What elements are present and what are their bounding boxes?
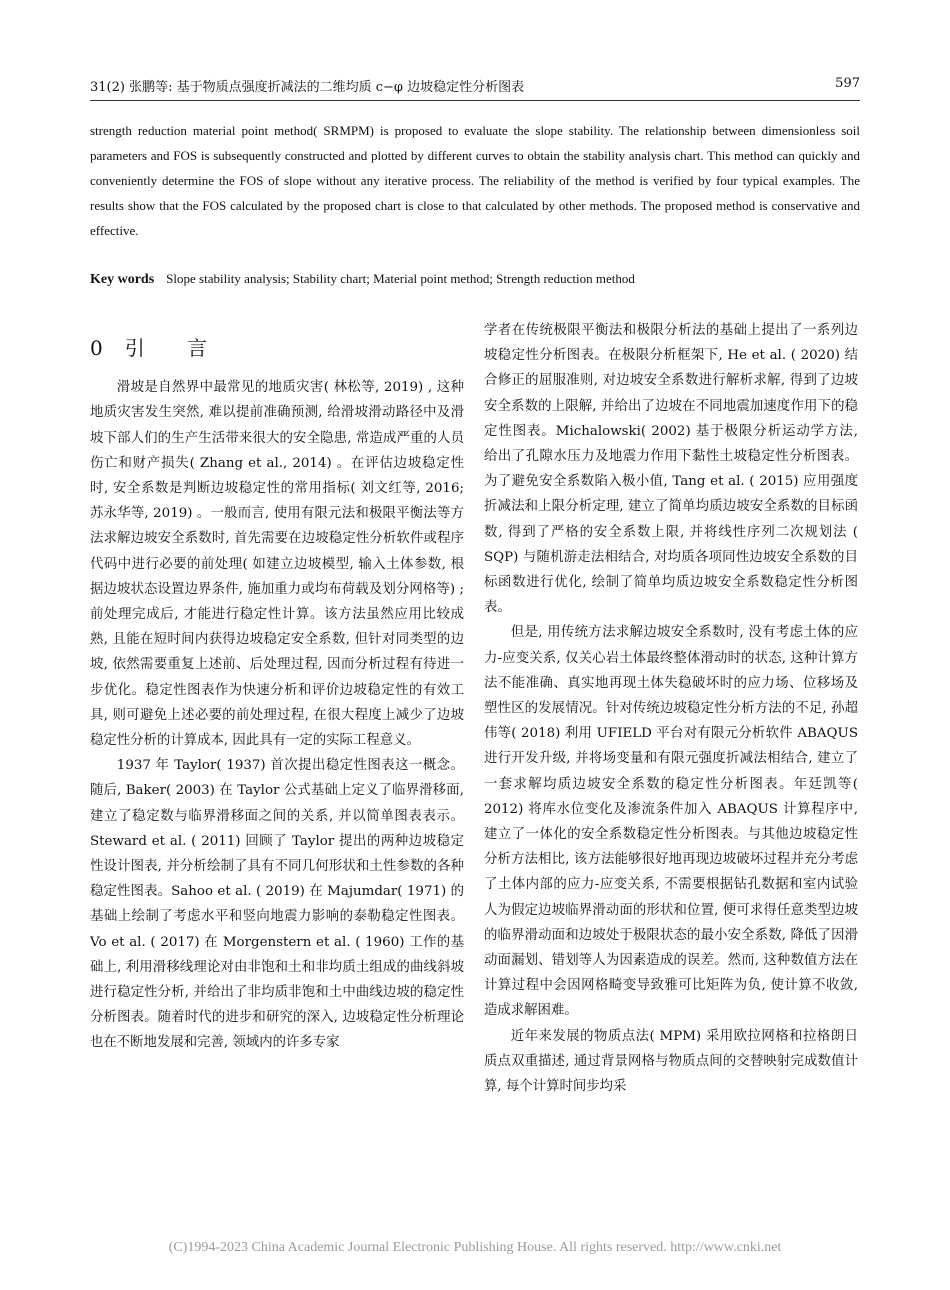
section-number: 0: [90, 336, 105, 360]
header-rule: [90, 100, 860, 101]
header-title: 31(2) 张鹏等: 基于物质点强度折减法的二维均质 c−φ 边坡稳定性分析图表: [90, 80, 525, 95]
paragraph: 学者在传统极限平衡法和极限分析法的基础上提出了一系列边坡稳定性分析图表。在极限分析框架下, He et al. ( 2020) 结合修正的屈服准则, 对边坡安全系数进行解析求解, 得到了边坡安全系数的上限解, 并给出了边坡在不同地震加速度作用下的稳定性图表。Michalowski( 2002) 基于极限分析运动学方法, 给出了孔隙水压力及地震力作用下黏性土坡稳定性分析图表。为了避免安全系数陷入极小值, Tang et al. ( 2015) 应用强度折减法和上限分析定理, 建立了简单均质边坡安全系数的目标函数, 得到了严格的安全系数上限, 并将线性序列二次规划法 ( SQP) 与随机游走法相结合, 对均质各项同性边坡安全系数的目标函数进行优化, 绘制了简单均质边坡安全系数稳定性分析图表。: [484, 323, 858, 616]
keywords: [90, 267, 860, 292]
paragraph: 滑坡是自然界中最常见的地质灾害( 林松等, 2019) , 这种地质灾害发生突然, 难以提前准确预测, 给滑坡滑动路径中及滑坡下部人们的生产生活带来很大的安全隐患, 常造成严重的人员伤亡和财产损失( Zhang et al., 2014) 。在评估边坡稳定性时, 安全系数是判断边坡稳定性的常用指标( 刘文红等, 2016; 苏永华等, 2019) 。一般而言, 使用有限元法和极限平衡法等方法求解边坡安全系数时, 首先需要在边坡稳定性分析软件或程序代码中进行必要的前处理( 如建立边坡模型, 输入土体参数, 根据边坡状态设置边界条件, 施加重力或均布荷载及划分网格等) ; 前处理完成后, 才能进行稳定性计算。该方法虽然应用比较成熟, 且能在短时间内获得边坡稳定安全系数, 但针对同类型的边坡, 依然需要重复上述前、后处理过程, 因而分析过程有待进一步优化。稳定性图表作为快速分析和评价边坡稳定性的有效工具, 则可避免上述必要的前处理过程, 在很大程度上减少了边坡稳定性分析的计算成本, 因此具有一定的实际工程意义。: [90, 380, 464, 749]
keywords-text: Slope stability analysis; Stability chart; Material point method; Strength reduction method: [166, 271, 635, 286]
paragraph: 但是, 用传统方法求解边坡安全系数时, 没有考虑土体的应力-应变关系, 仅关心岩土体最终整体滑动时的状态, 这种计算方法不能准确、真实地再现土体失稳破坏时的应力场、位移场及塑性区的发展情况。针对传统边坡稳定性分析方法的不足, 孙超伟等( 2018) 利用 UFIELD 平台对有限元分析软件 ABAQUS 进行开发升级, 并将场变量和有限元强度折减法相结合, 建立了一套求解均质边坡安全系数的稳定性分析图表。年廷凯等( 2012) 将库水位变化及渗流条件加入 ABAQUS 计算程序中, 建立了一体化的安全系数稳定性分析图表。与其他边坡稳定性分析方法相比, 该方法能够很好地再现边坡破坏过程并充分考虑了土体内部的应力-应变关系, 不需要根据钻孔数据和室内试验人为假定边坡临界滑动面的形状和位置, 便可求得任意类型边坡的临界滑动面和边坡处于极限状态的最小安全系数, 降低了因滑动面漏划、错划等人为因素造成的误差。然而, 这种数值方法在计算过程中会因网格畸变导致雅可比矩阵为负, 使计算不收敛, 造成求解困难。: [484, 625, 858, 1019]
keywords-label: Key words: [90, 272, 155, 287]
page-number: 597: [835, 76, 860, 91]
left-column: [90, 318, 464, 1056]
paragraph: 近年来发展的物质点法( MPM) 采用欧拉网格和拉格朗日质点双重描述, 通过背景网格与物质点间的交替映射完成数值计算, 每个计算时间步均采: [484, 1028, 858, 1095]
abstract-continuation: strength reduction material point method( SRMPM) is proposed to evaluate the slope stability. The relationship between dimensionless soil parameters and FOS is subsequently constructed and plotted by different curves to obtain the stability analysis chart. This method can quickly and conveniently determine the FOS of slope without any iterative process. The reliability of the method is verified by four typical examples. The results show that the FOS calculated by the proposed chart is close to that calculated by other methods. The proposed method is conservative and effective.: [90, 123, 860, 238]
right-column: [484, 318, 858, 1099]
copyright-footer: (C)1994-2023 China Academic Journal Electronic Publishing House. All rights reserved. http://www.cnki.net: [168, 1240, 782, 1255]
running-header: [90, 76, 860, 100]
section-heading: [90, 336, 464, 361]
section-title: 引 言: [124, 336, 226, 360]
paragraph: 1937 年 Taylor( 1937) 首次提出稳定性图表这一概念。随后, Baker( 2003) 在 Taylor 公式基础上定义了临界滑移面, 建立了稳定数与临界滑移面之间的关系, 并以简单图表表示。Steward et al. ( 2011) 回顾了 Taylor 提出的两种边坡稳定性设计图表, 并分析绘制了具有不同几何形状和土性参数的各种稳定性图表。Sahoo et al. ( 2019) 在 Majumdar( 1971) 的基础上绘制了考虑水平和竖向地震力影响的泰勒稳定性图表。Vo et al. ( 2017) 在 Morgenstern et al. ( 1960) 工作的基础上, 利用滑移线理论对由非饱和土和非均质土组成的曲线斜坡进行稳定性分析, 并给出了非均质非饱和土中曲线边坡的稳定性分析图表。随着时代的进步和研究的深入, 边坡稳定性分析理论也在不断地发展和完善, 领域内的许多专家: [90, 758, 464, 1051]
